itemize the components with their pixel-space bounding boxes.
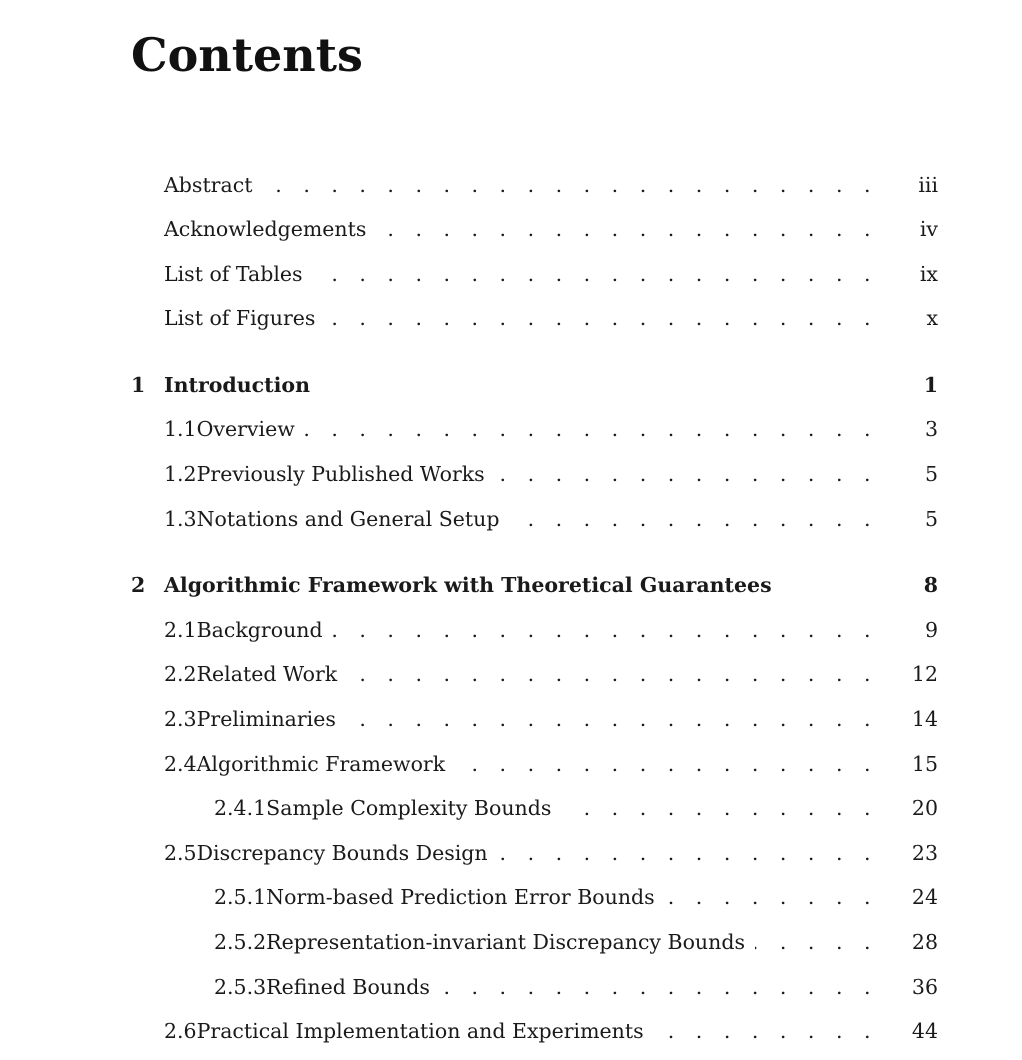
toc-subsection-2-5-1[interactable]	[214, 882, 938, 912]
section-page: 5	[924, 462, 938, 486]
dot-leader	[313, 259, 878, 289]
section-number: 2.6	[164, 1019, 197, 1043]
toc-subsection-2-5-3[interactable]	[214, 972, 938, 1002]
section-number: 1.3	[164, 507, 197, 531]
dot-leader	[347, 659, 878, 689]
toc-section-2-2[interactable]	[164, 659, 938, 689]
subsection-number: 2.5.3	[214, 975, 267, 999]
chapter-page: 1	[923, 373, 938, 397]
section-title: Practical Implementation and Experiments	[196, 1019, 644, 1043]
section-number: 2.2	[164, 662, 197, 686]
dot-leader	[654, 1016, 878, 1046]
section-page: 44	[911, 1019, 938, 1043]
section-page: 3	[924, 417, 938, 441]
subsection-page: 36	[911, 975, 938, 999]
section-number: 1.2	[164, 462, 197, 486]
subsection-number: 2.5.1	[214, 885, 267, 909]
toc-chapter-1[interactable]	[131, 370, 938, 400]
section-page: 5	[924, 507, 938, 531]
chapter-page: 8	[923, 573, 938, 597]
toc-entry-list-of-tables[interactable]	[164, 259, 938, 289]
toc-section-2-5[interactable]	[164, 838, 938, 868]
dot-leader	[346, 704, 878, 734]
dot-leader	[325, 303, 878, 333]
dot-leader	[305, 414, 878, 444]
subsection-page: 28	[911, 930, 938, 954]
subsection-number: 2.4.1	[214, 796, 267, 820]
subsection-number: 2.5.2	[214, 930, 267, 954]
dot-leader	[665, 882, 878, 912]
dot-leader	[262, 170, 878, 200]
toc-section-1-3[interactable]	[164, 504, 938, 534]
dot-leader	[495, 459, 878, 489]
toc-entry-page: ix	[919, 262, 938, 286]
toc-subsection-2-5-2[interactable]	[214, 927, 938, 957]
chapter-number: 2	[131, 573, 146, 597]
toc-entry-title: Acknowledgements	[164, 217, 367, 241]
section-page: 12	[911, 662, 938, 686]
dot-leader	[455, 749, 878, 779]
dot-leader	[333, 615, 878, 645]
subsection-title: Norm-based Prediction Error Bounds	[266, 885, 655, 909]
chapter-title: Introduction	[164, 373, 310, 397]
toc-section-1-1[interactable]	[164, 414, 938, 444]
section-title: Overview	[196, 417, 295, 441]
section-page: 14	[911, 707, 938, 731]
dot-leader	[376, 214, 878, 244]
toc-entry-page: iii	[918, 173, 938, 197]
chapter-title: Algorithmic Framework with Theoretical Guarantees	[164, 573, 772, 597]
toc-section-2-4[interactable]	[164, 749, 938, 779]
section-page: 23	[911, 841, 938, 865]
dot-leader	[498, 838, 878, 868]
toc-entry-page: iv	[919, 217, 938, 241]
toc-entry-acknowledgements[interactable]	[164, 214, 938, 244]
chapter-number: 1	[131, 373, 146, 397]
section-title: Preliminaries	[196, 707, 336, 731]
section-title: Related Work	[196, 662, 338, 686]
section-page: 15	[911, 752, 938, 776]
subsection-title: Sample Complexity Bounds	[266, 796, 552, 820]
toc-entry-title: List of Tables	[164, 262, 303, 286]
section-title: Algorithmic Framework	[196, 752, 446, 776]
toc-entry-list-of-figures[interactable]	[164, 303, 938, 333]
subsection-page: 24	[911, 885, 938, 909]
toc-entry-title: List of Figures	[164, 306, 316, 330]
subsection-title: Representation-invariant Discrepancy Bounds	[266, 930, 745, 954]
toc-subsection-2-4-1[interactable]	[214, 793, 938, 823]
section-title: Previously Published Works	[196, 462, 485, 486]
subsection-page: 20	[911, 796, 938, 820]
toc-section-2-6[interactable]	[164, 1016, 938, 1046]
toc-section-2-3[interactable]	[164, 704, 938, 734]
subsection-title: Refined Bounds	[266, 975, 430, 999]
toc-entry-abstract[interactable]	[164, 170, 938, 200]
section-number: 2.3	[164, 707, 197, 731]
toc-section-1-2[interactable]	[164, 459, 938, 489]
dot-leader	[509, 504, 878, 534]
toc-chapter-2[interactable]	[131, 570, 938, 600]
section-title: Notations and General Setup	[196, 507, 500, 531]
toc-entry-page: x	[926, 306, 938, 330]
section-number: 2.5	[164, 841, 197, 865]
page-title: Contents	[131, 28, 363, 82]
section-number: 2.4	[164, 752, 197, 776]
section-number: 1.1	[164, 417, 197, 441]
section-number: 2.1	[164, 618, 197, 642]
section-page: 9	[924, 618, 938, 642]
section-title: Background	[196, 618, 323, 642]
section-title: Discrepancy Bounds Design	[196, 841, 488, 865]
dot-leader	[561, 793, 878, 823]
dot-leader	[755, 927, 878, 957]
toc-entry-title: Abstract	[164, 173, 253, 197]
toc-section-2-1[interactable]	[164, 615, 938, 645]
dot-leader	[440, 972, 878, 1002]
